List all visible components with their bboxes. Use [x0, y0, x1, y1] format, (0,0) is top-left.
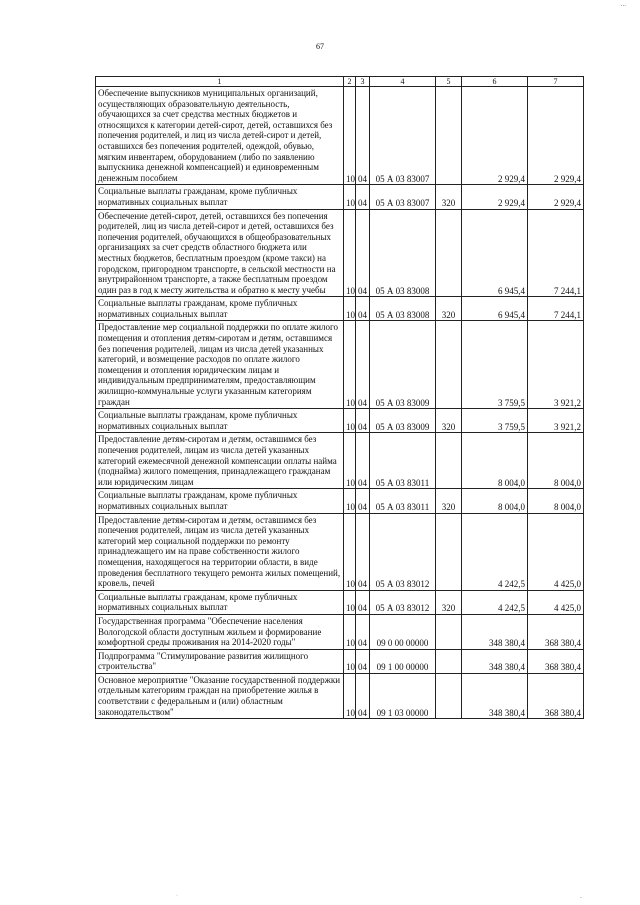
amount-col7: 8 004,0	[528, 489, 584, 513]
expense-type-code	[436, 87, 462, 185]
section-code: 10	[344, 185, 356, 209]
section-code: 10	[344, 590, 356, 614]
column-header-1: 1	[96, 77, 344, 87]
target-article-code: 05 А 03 83007	[370, 185, 436, 209]
subsection-code: 04	[356, 590, 370, 614]
expense-type-code: 320	[436, 297, 462, 321]
subsection-code: 04	[356, 649, 370, 673]
target-article-code: 05 А 03 83009	[370, 409, 436, 433]
section-code: 10	[344, 297, 356, 321]
column-header-3: 3	[356, 77, 370, 87]
table-row	[96, 614, 584, 649]
target-article-code: 05 А 03 83008	[370, 297, 436, 321]
target-article-code: 05 А 03 83012	[370, 590, 436, 614]
expense-type-code	[436, 649, 462, 673]
amount-col6: 3 759,5	[462, 409, 528, 433]
expense-type-code: 320	[436, 489, 462, 513]
column-header-4: 4	[370, 77, 436, 87]
table-row	[96, 185, 584, 209]
table-row	[96, 673, 584, 718]
subsection-code: 04	[356, 87, 370, 185]
section-code: 10	[344, 649, 356, 673]
expense-type-code: 320	[436, 409, 462, 433]
table-row	[96, 513, 584, 590]
target-article-code: 05 А 03 83012	[370, 513, 436, 590]
amount-col7: 2 929,4	[528, 185, 584, 209]
row-name: Подпрограмма "Стимулирование развития жилищного строительства"	[96, 649, 344, 673]
table-row	[96, 433, 584, 489]
expense-type-code: 320	[436, 185, 462, 209]
amount-col6: 348 380,4	[462, 614, 528, 649]
expense-type-code	[436, 513, 462, 590]
subsection-code: 04	[356, 409, 370, 433]
row-name: Предоставление мер социальной поддержки по оплате жилого помещения и отопления детям-сиротам и детям, оставшимся без попечения родителей, лицам из числа детей указанных категорий, и возмещение расходов по оплате жилого помещения и отопления юридическим лицам и индивидуальным предпринимателям, предоставляющим жилищно-коммунальные услуги указанным категориям граждан	[96, 321, 344, 409]
header-row	[96, 77, 584, 87]
row-name: Социальные выплаты гражданам, кроме публичных нормативных социальных выплат	[96, 590, 344, 614]
column-header-5: 5	[436, 77, 462, 87]
section-code: 10	[344, 513, 356, 590]
subsection-code: 04	[356, 209, 370, 297]
table-row	[96, 409, 584, 433]
expense-type-code	[436, 614, 462, 649]
amount-col7: 3 921,2	[528, 321, 584, 409]
target-article-code: 09 1 00 00000	[370, 649, 436, 673]
row-name: Основное мероприятие "Оказание государственной поддержки отдельным категориям граждан на приобретение жилья в соответствии с федеральным и (или) областным законодательством"	[96, 673, 344, 718]
section-code: 10	[344, 433, 356, 489]
target-article-code: 05 А 03 83007	[370, 87, 436, 185]
amount-col6: 348 380,4	[462, 673, 528, 718]
amount-col6: 2 929,4	[462, 185, 528, 209]
row-name: Социальные выплаты гражданам, кроме публичных нормативных социальных выплат	[96, 297, 344, 321]
amount-col7: 4 425,0	[528, 590, 584, 614]
row-name: Социальные выплаты гражданам, кроме публичных нормативных социальных выплат	[96, 489, 344, 513]
table-row	[96, 297, 584, 321]
row-name: Социальные выплаты гражданам, кроме публичных нормативных социальных выплат	[96, 409, 344, 433]
amount-col7: 7 244,1	[528, 297, 584, 321]
row-name: Предоставление детям-сиротам и детям, оставшимся без попечения родителей, лицам из числа детей указанных категорий ежемесячной денежной компенсации оплаты найма (поднайма) жилого помещения, принадлежащего гражданам или юридическим лицам	[96, 433, 344, 489]
table-row	[96, 87, 584, 185]
section-code: 10	[344, 673, 356, 718]
section-code: 10	[344, 489, 356, 513]
amount-col7: 4 425,0	[528, 513, 584, 590]
amount-col6: 6 945,4	[462, 297, 528, 321]
row-name: Социальные выплаты гражданам, кроме публичных нормативных социальных выплат	[96, 185, 344, 209]
amount-col7: 8 004,0	[528, 433, 584, 489]
amount-col7: 368 380,4	[528, 649, 584, 673]
section-code: 10	[344, 409, 356, 433]
table-row	[96, 649, 584, 673]
table-row	[96, 321, 584, 409]
target-article-code: 09 1 03 00000	[370, 673, 436, 718]
row-name: Обеспечение детей-сирот, детей, оставшихся без попечения родителей, лиц из числа детей-сирот и детей, оставшихся без попечения родителей, обучающихся в общеобразовательных организациях за счет средств областного бюджета или местных бюджетов, бесплатным проездом (кроме такси) на городском, пригородном транспорте, в сельской местности на внутрирайонном транспорте, а также бесплатным проездом один раз в год к месту жительства и обратно к месту учебы	[96, 209, 344, 297]
subsection-code: 04	[356, 297, 370, 321]
amount-col6: 8 004,0	[462, 489, 528, 513]
amount-col6: 6 945,4	[462, 209, 528, 297]
target-article-code: 05 А 03 83011	[370, 489, 436, 513]
section-code: 10	[344, 321, 356, 409]
expense-type-code	[436, 673, 462, 718]
amount-col6: 4 242,5	[462, 513, 528, 590]
table-row	[96, 209, 584, 297]
subsection-code: 04	[356, 185, 370, 209]
amount-col7: 2 929,4	[528, 87, 584, 185]
expense-type-code	[436, 209, 462, 297]
amount-col6: 4 242,5	[462, 590, 528, 614]
amount-col6: 2 929,4	[462, 87, 528, 185]
row-name: Государственная программа "Обеспечение населения Вологодской области доступным жильем и формирование комфортной среды проживания на 2014-2020 годы"	[96, 614, 344, 649]
corner-mark: ...	[620, 0, 626, 8]
row-name: Предоставление детям-сиротам и детям, оставшимся без попечения родителей, лицам из числа детей указанных категорий мер социальной поддержки по ремонту принадлежащего им на праве собственности жилого помещения, находящегося на территории области, в виде проведения бесплатного текущего ремонта жилых помещений, кровель, печей	[96, 513, 344, 590]
expense-type-code	[436, 321, 462, 409]
amount-col7: 368 380,4	[528, 673, 584, 718]
amount-col6: 8 004,0	[462, 433, 528, 489]
subsection-code: 04	[356, 433, 370, 489]
table-row	[96, 590, 584, 614]
target-article-code: 05 А 03 83011	[370, 433, 436, 489]
table-body	[96, 87, 584, 719]
subsection-code: 04	[356, 513, 370, 590]
footer-left-mark: ·	[176, 893, 178, 899]
page-number: 67	[316, 42, 324, 51]
target-article-code: 09 0 00 00000	[370, 614, 436, 649]
footer-right-mark: -	[580, 895, 582, 901]
section-code: 10	[344, 209, 356, 297]
amount-col7: 3 921,2	[528, 409, 584, 433]
column-header-2: 2	[344, 77, 356, 87]
section-code: 10	[344, 614, 356, 649]
section-code: 10	[344, 87, 356, 185]
budget-table	[95, 76, 584, 719]
amount-col7: 7 244,1	[528, 209, 584, 297]
column-header-6: 6	[462, 77, 528, 87]
row-name: Обеспечение выпускников муниципальных организаций, осуществляющих образовательную деятельность, обучающихся за счет средства местных бюджетов и относящихся к категории детей-сирот, детей, оставшихся без попечения родителей, и лиц из числа детей-сирот и детей, оставшихся без попечения родителей, одеждой, обувью, мягким инвентарем, оборудованием (либо по заявлению выпускника денежной компенсацией) и единовременным денежным пособием	[96, 87, 344, 185]
subsection-code: 04	[356, 673, 370, 718]
table-row	[96, 489, 584, 513]
expense-type-code	[436, 433, 462, 489]
subsection-code: 04	[356, 489, 370, 513]
column-header-7: 7	[528, 77, 584, 87]
amount-col6: 3 759,5	[462, 321, 528, 409]
expense-type-code: 320	[436, 590, 462, 614]
amount-col7: 368 380,4	[528, 614, 584, 649]
subsection-code: 04	[356, 321, 370, 409]
amount-col6: 348 380,4	[462, 649, 528, 673]
target-article-code: 05 А 03 83008	[370, 209, 436, 297]
target-article-code: 05 А 03 83009	[370, 321, 436, 409]
subsection-code: 04	[356, 614, 370, 649]
